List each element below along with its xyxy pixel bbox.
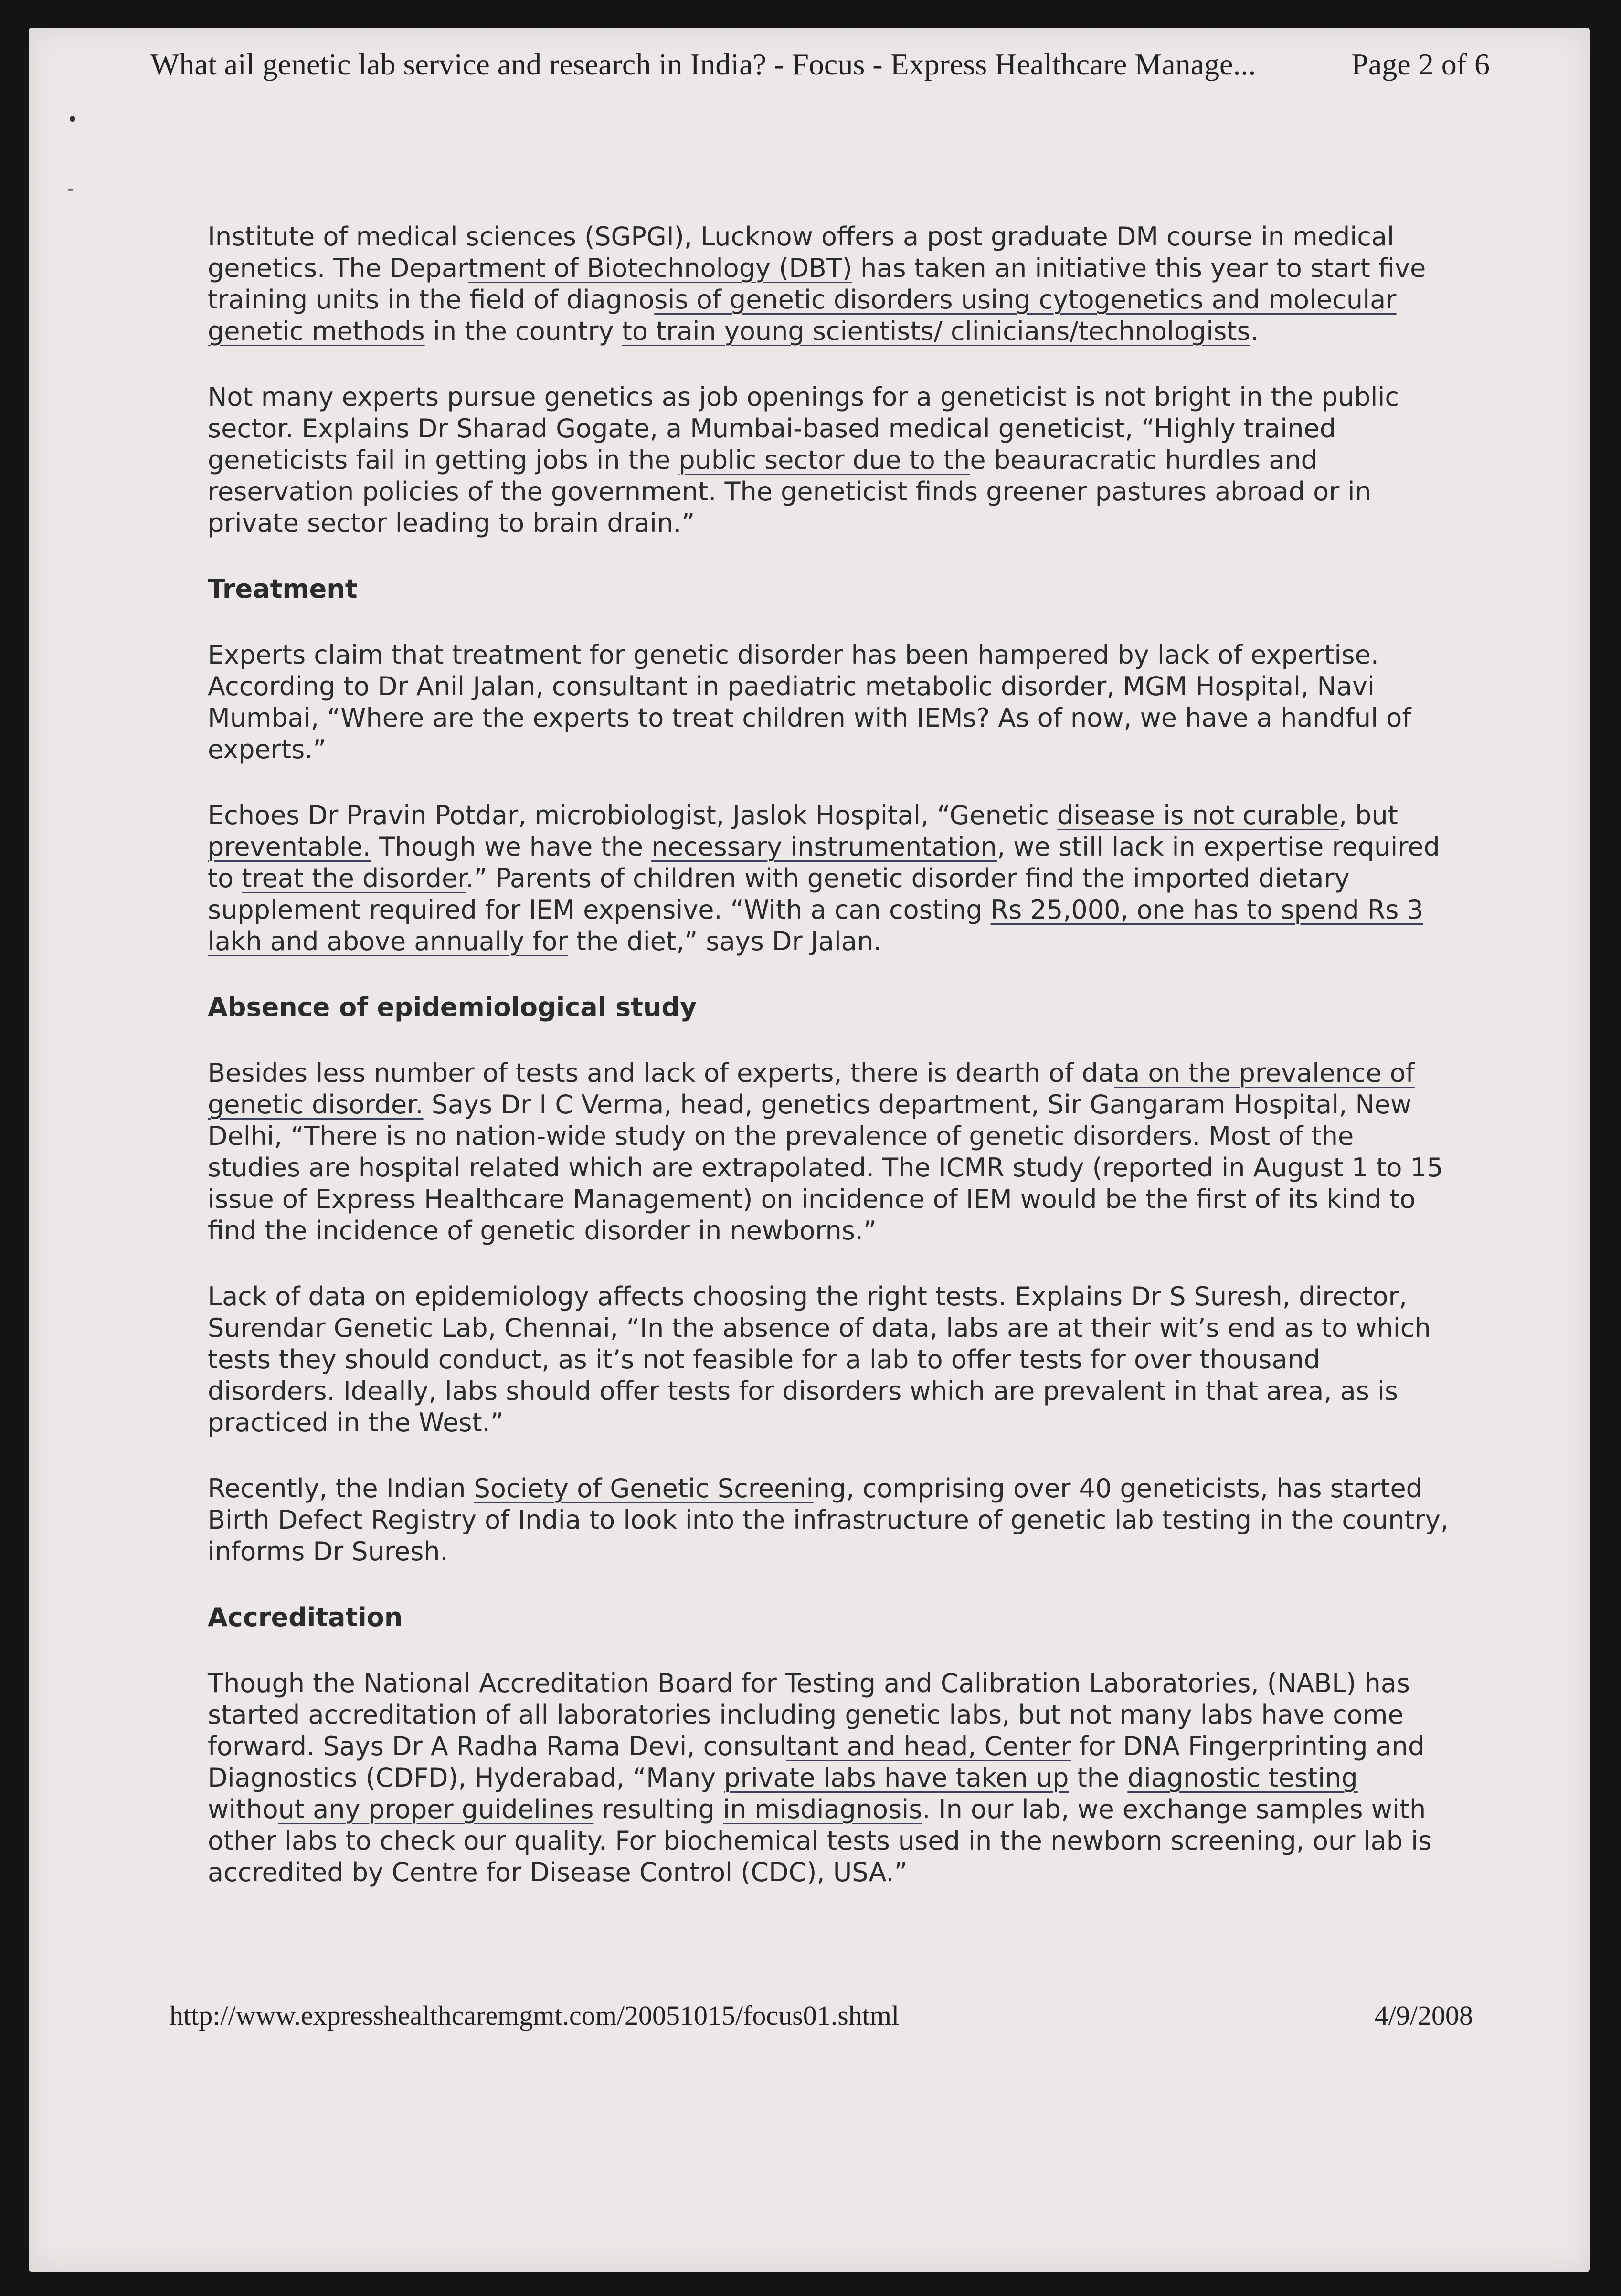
paragraph-suresh: Lack of data on epidemiology affects choosing the right tests. Explains Dr S Suresh, director, Surendar Genetic Lab, Chennai, “In the absence of data, labs are at their wit’s end as to which tests they should conduct, as it’s not feasible for a lab to offer tests for over thousand disorders. Ideally, labs should offer tests for disorders which are prevalent in that area, as is practiced in the West.” bbox=[208, 1281, 1431, 1438]
print-footer bbox=[170, 2000, 1473, 2031]
margin-mark: • bbox=[67, 109, 78, 131]
pen-underline: private labs have taken up bbox=[724, 1763, 1069, 1793]
paragraph-registry: Recently, the Indian Society of Genetic Screening, comprising over 40 geneticists, has started Birth Defect Registry of India to look into the infrastructure of genetic lab testing in the country, informs Dr Suresh. bbox=[208, 1473, 1449, 1566]
paragraph-potdar: Echoes Dr Pravin Potdar, microbiologist, Jaslok Hospital, “Genetic disease is not curable, but preventable. Though we have the necessary instrumentation, we still lack in expertise required to treat the disorder.” Parents of children with genetic disorder find the imported dietary supplement required for IEM expensive. “With a can costing Rs 25,000, one has to spend Rs 3 lakh and above annually for the diet,” says Dr Jalan. bbox=[208, 800, 1440, 956]
print-header bbox=[150, 47, 1490, 82]
source-url: http://www.expresshealthcaremgmt.com/20051015/focus01.shtml bbox=[170, 2000, 900, 2031]
print-date: 4/9/2008 bbox=[1374, 2000, 1473, 2031]
pen-underline: ta on the prevalence of genetic disorder. bbox=[208, 1058, 1415, 1120]
section-heading-accreditation: Accreditation bbox=[208, 1602, 403, 1632]
pen-underline: diagnostic testing bbox=[1127, 1763, 1358, 1793]
document-page bbox=[29, 28, 1590, 2272]
margin-mark: - bbox=[67, 178, 74, 200]
paragraph-sgpgi: Institute of medical sciences (SGPGI), Lucknow offers a post graduate DM course in medical genetics. The Department of Biotechnology (DBT) has taken an initiative this year to start five training units in the field of diagnosis of genetic disorders using cytogenetics and molecular genetic methods in the country to train young scientists/ clinicians/technologists. bbox=[208, 222, 1426, 346]
pen-underline: Society of Genetic Screeni bbox=[474, 1473, 814, 1503]
pen-underline: necessary instrumentation bbox=[651, 832, 997, 862]
pen-underline: treat the disorder bbox=[242, 863, 466, 893]
pen-underline: ut any proper guidelines bbox=[278, 1794, 594, 1824]
pen-underline: public sector due to th bbox=[678, 445, 970, 475]
pen-underline: tant and head, Center bbox=[786, 1731, 1071, 1761]
pen-underline: tment of Biotechnology (DBT) bbox=[468, 253, 852, 283]
pen-underline: sis of genetic disorders using cytogenetics and molecular genetic methods bbox=[208, 285, 1397, 346]
page-number: Page 2 of 6 bbox=[1351, 47, 1490, 81]
pen-underline: to train young scientists/ clinicians/technologists bbox=[622, 316, 1250, 346]
pen-underline: Rs 25,000, one has to spend Rs 3 lakh and above annually for bbox=[208, 895, 1423, 956]
header-title: What ail genetic lab service and research in India? - Focus - Express Healthcare Manage... bbox=[150, 47, 1256, 81]
paragraph-treatment: Experts claim that treatment for genetic disorder has been hampered by lack of expertise. According to Dr Anil Jalan, consultant in paediatric metabolic disorder, MGM Hospital, Navi Mumbai, “Where are the experts to treat children with IEMs? As of now, we have a handful of experts.” bbox=[208, 640, 1411, 764]
pen-underline: in misdiagnosis bbox=[723, 1794, 922, 1824]
paragraph-job-openings: Not many experts pursue genetics as job openings for a geneticist is not bright in the public sector. Explains Dr Sharad Gogate, a Mumbai-based medical geneticist, “Highly trained geneticists fail in getting jobs in the public sector due to the beauracratic hurdles and reservation policies of the government. The geneticist finds greener pastures abroad or in private sector leading to brain drain.” bbox=[208, 382, 1399, 538]
paragraph-nabl: Though the National Accreditation Board for Testing and Calibration Laboratories, (NABL) has started accreditation of all laboratories including genetic labs, but not many labs have come forward. Says Dr A Radha Rama Devi, consultant and head, Center for DNA Fingerprinting and Diagnostics (CDFD), Hyderabad, “Many private labs have taken up the diagnostic testing without any proper guidelines resulting in misdiagnosis. In our lab, we exchange samples with other labs to check our quality. For biochemical tests used in the newborn screening, our lab is accredited by Centre for Disease Control (CDC), USA.” bbox=[208, 1668, 1432, 1887]
section-heading-treatment: Treatment bbox=[208, 574, 358, 604]
paragraph-verma: Besides less number of tests and lack of experts, there is dearth of data on the prevalence of genetic disorder. Says Dr I C Verma, head, genetics department, Sir Gangaram Hospital, New Delhi, “There is no nation-wide study on the prevalence of genetic disorders. Most of the studies are hospital related which are extrapolated. The ICMR study (reported in August 1 to 15 issue of Express Healthcare Management) on incidence of IEM would be the first of its kind to find the incidence of genetic disorder in newborns.” bbox=[208, 1058, 1443, 1246]
section-heading-absence: Absence of epidemiological study bbox=[208, 992, 697, 1022]
pen-underline: disease is not curable bbox=[1057, 800, 1339, 830]
article-body bbox=[208, 221, 1449, 1923]
pen-underline: preventable. bbox=[208, 832, 371, 862]
